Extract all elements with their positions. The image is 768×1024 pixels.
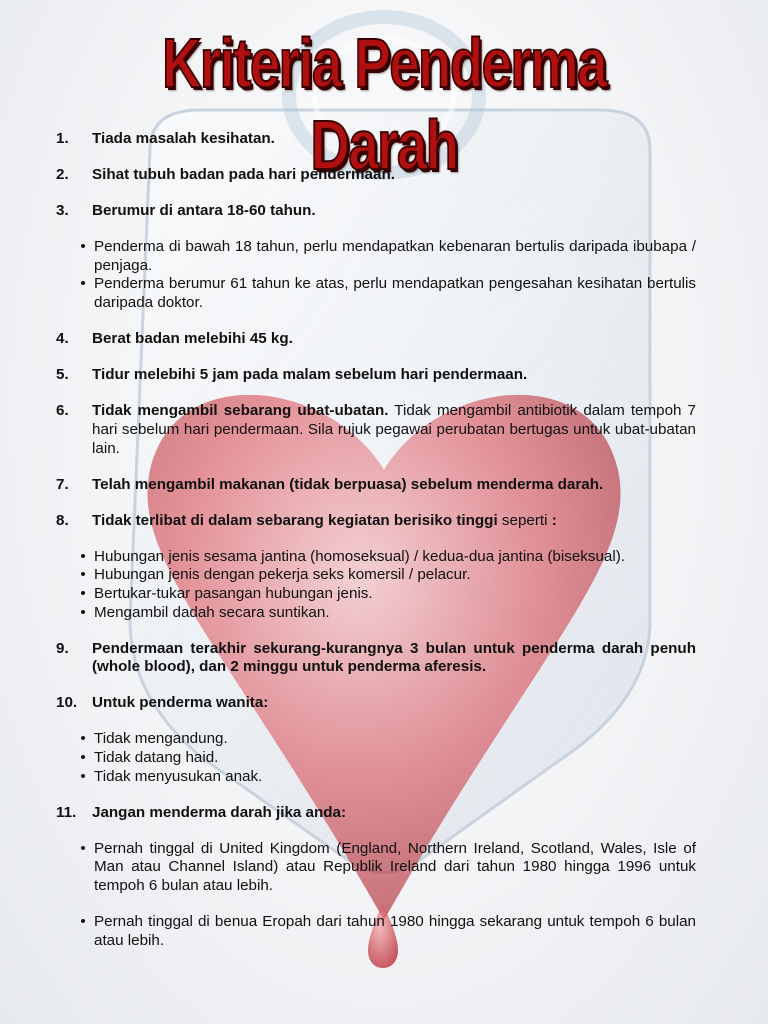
bullet-icon: • xyxy=(80,547,86,565)
item-number: 5. xyxy=(56,366,69,384)
item-text: Sihat tubuh badan pada hari pendermaan. xyxy=(92,166,395,184)
list-item: • Penderma di bawah 18 tahun, perlu mendapatkan kebenaran bertulis daripada ibubapa / penjaga. xyxy=(56,238,696,275)
list-item: • Pernah tinggal di benua Eropah dari tahun 1980 hingga sekarang untuk tempoh 6 bulan atau lebih. xyxy=(56,913,696,950)
list-item: • Hubungan jenis dengan pekerja seks komersil / pelacur. xyxy=(56,566,696,585)
criteria-item-4 xyxy=(56,330,696,349)
bullet-icon: • xyxy=(80,730,86,748)
item-number: 9. xyxy=(56,639,69,657)
risk-sublist xyxy=(56,548,696,622)
item-number: 11. xyxy=(56,803,77,821)
criteria-item-3 xyxy=(56,202,696,221)
item-text: Tidak mengambil sebarang ubat-ubatan. Tidak mengambil antibiotik dalam tempoh 7 hari sebelum hari pendermaan. Sila rujuk pegawai perubatan bertugas untuk ubat-ubatan lain. xyxy=(92,402,697,457)
bullet-icon: • xyxy=(80,275,86,293)
residence-sublist xyxy=(56,840,696,896)
item-text: Tidak terlibat di dalam sebarang kegiatan berisiko tinggi seperti : xyxy=(92,511,557,529)
bullet-icon: • xyxy=(80,566,86,584)
item-number: 6. xyxy=(56,402,69,420)
criteria-item-10 xyxy=(56,694,696,713)
item-number: 10. xyxy=(56,694,78,712)
criteria-item-8 xyxy=(56,512,696,531)
criteria-item-6 xyxy=(56,402,696,458)
list-item: • Penderma berumur 61 tahun ke atas, perlu mendapatkan pengesahan kesihatan bertulis daripada doktor. xyxy=(56,275,696,312)
criteria-item-2 xyxy=(56,166,696,185)
bullet-icon: • xyxy=(80,585,86,602)
list-item: • Tidak datang haid. xyxy=(56,749,696,768)
age-sublist xyxy=(56,238,696,312)
item-text: Jangan menderma darah jika anda: xyxy=(92,803,347,821)
list-item: • Tidak menyusukan anak. xyxy=(56,768,696,787)
list-item: • Bertukar-tukar pasangan hubungan jenis. xyxy=(56,585,696,604)
item-text: Tiada masalah kesihatan. xyxy=(92,130,275,147)
bullet-icon: • xyxy=(80,839,86,857)
list-item: • Tidak mengandung. xyxy=(56,730,696,749)
item-number: 1. xyxy=(56,130,69,147)
bullet-icon: • xyxy=(80,913,86,931)
criteria-item-11 xyxy=(56,804,696,823)
item-number: 7. xyxy=(56,475,69,493)
criteria-item-1 xyxy=(56,130,696,149)
bullet-icon: • xyxy=(80,238,86,256)
bullet-icon: • xyxy=(80,749,86,767)
female-sublist xyxy=(56,730,696,786)
page-title: Kriteria Penderma Darah xyxy=(162,24,606,184)
item-number: 4. xyxy=(56,330,69,348)
criteria-item-9 xyxy=(56,640,696,677)
list-item: • Hubungan jenis sesama jantina (homoseksual) / kedua-dua jantina (biseksual). xyxy=(56,548,696,567)
list-item: • Mengambil dadah secara suntikan. xyxy=(56,604,696,623)
item-text: Berumur di antara 18-60 tahun. xyxy=(92,202,316,220)
item-number: 8. xyxy=(56,511,69,529)
residence-sublist-2 xyxy=(56,913,696,950)
criteria-item-5 xyxy=(56,366,696,385)
item-text: Telah mengambil makanan (tidak berpuasa) sebelum menderma darah. xyxy=(92,475,604,493)
item-text: Tidur melebihi 5 jam pada malam sebelum hari pendermaan. xyxy=(92,366,528,384)
item-number: 3. xyxy=(56,202,69,220)
bullet-icon: • xyxy=(80,767,86,785)
list-item: • Pernah tinggal di United Kingdom (England, Northern Ireland, Scotland, Wales, Isle of Man atau Channel Island) atau Republik Ireland dari tahun 1980 hingga 1996 untuk tempoh 6 bulan atau lebih. xyxy=(56,840,696,896)
item-text: Berat badan melebihi 45 kg. xyxy=(92,330,293,348)
criteria-list xyxy=(56,130,696,950)
bullet-icon: • xyxy=(80,603,86,621)
item-text: Pendermaan terakhir sekurang-kurangnya 3 bulan untuk penderma darah penuh (whole blood), dan 2 minggu untuk penderma aferesis. xyxy=(92,639,696,676)
criteria-item-7 xyxy=(56,476,696,495)
item-text: Untuk penderma wanita: xyxy=(92,694,269,712)
item-number: 2. xyxy=(56,166,69,184)
